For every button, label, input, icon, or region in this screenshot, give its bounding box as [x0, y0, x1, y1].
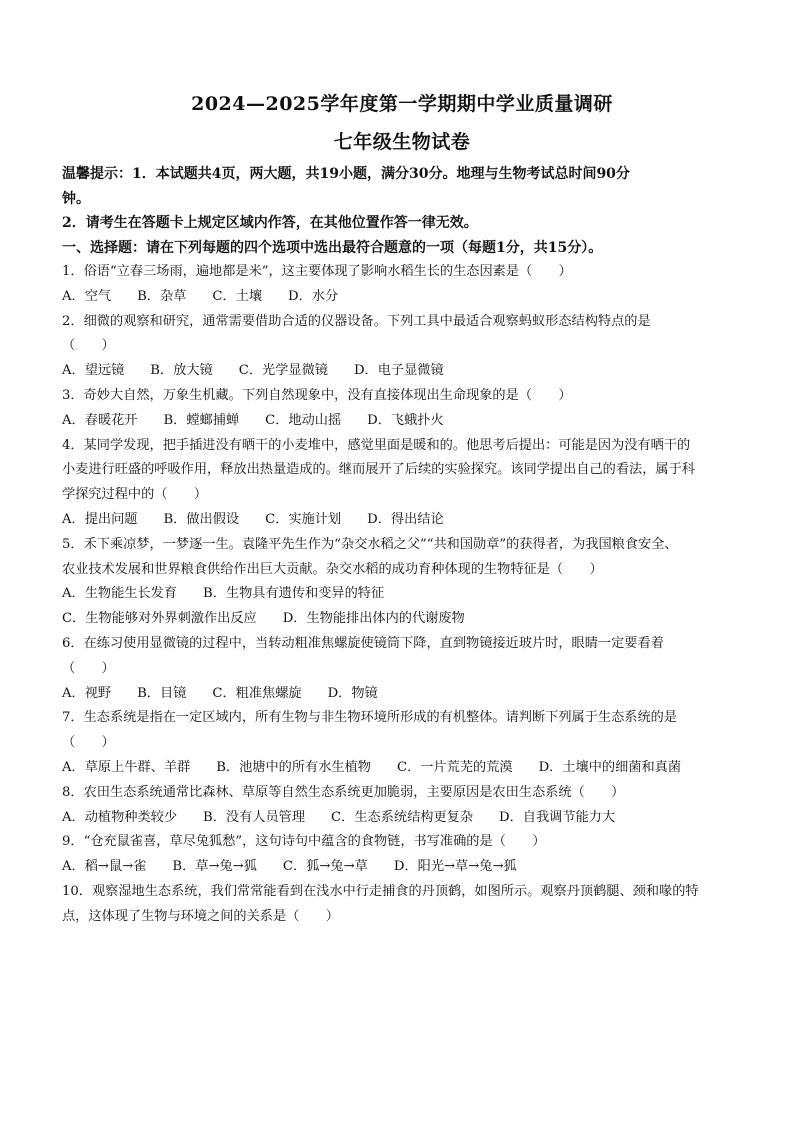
- question-item: [62, 632, 742, 706]
- question-item: [62, 533, 742, 632]
- question-item: [62, 434, 742, 533]
- answer-option[interactable]: A．生物能生长发育: [62, 586, 178, 602]
- answer-option[interactable]: C．土壤: [212, 288, 263, 304]
- answer-option[interactable]: D．水分: [288, 288, 339, 304]
- question-item: [62, 260, 742, 310]
- answer-option[interactable]: B．草→兔→狐: [172, 859, 257, 875]
- answer-option[interactable]: D．物镜: [327, 685, 378, 701]
- option-row: [62, 806, 742, 831]
- question-item: [62, 706, 742, 780]
- question-stem-line: 9．“仓充鼠雀喜，草尽兔狐愁”，这句诗句中蕴含的食物链，书写准确的是（ ）: [62, 834, 546, 850]
- answer-option[interactable]: B．杂草: [137, 288, 187, 304]
- answer-option[interactable]: C．生物能够对外界刺激作出反应: [62, 611, 257, 627]
- answer-option[interactable]: D．飞蛾扑火: [367, 412, 444, 428]
- answer-option[interactable]: A．提出问题: [62, 511, 138, 527]
- question-item: [62, 384, 742, 434]
- answer-option[interactable]: B．放大镜: [150, 363, 213, 379]
- question-item: [62, 781, 742, 831]
- answer-option[interactable]: A．望远镜: [62, 363, 125, 379]
- answer-option[interactable]: C．地动山摇: [265, 412, 342, 428]
- question-stem-line: （ ）: [62, 338, 115, 354]
- answer-option[interactable]: D．得出结论: [367, 511, 444, 527]
- question-stem-line: 8．农田生态系统通常比森林、草原等自然生态系统更加脆弱，主要原因是农田生态系统（ ）: [62, 784, 625, 800]
- question-stem-line: 小麦进行旺盛的呼吸作用，释放出热量造成的。继而展开了后续的实验探究。该同学提出自己的看法，属于科: [62, 462, 695, 478]
- exam-subtitle: 七年级生物试卷: [333, 131, 471, 153]
- question-stem-line: 10．观察湿地生态系统，我们常常能看到在浅水中行走捕食的丹顶鹤，如图所示。观察丹顶鹤腿、颈和喙的特: [62, 883, 699, 899]
- question-stem-line: 7．生态系统是指在一定区域内，所有生物与非生物环境所形成的有机整体。请判断下列属于生态系统的是: [62, 710, 678, 726]
- option-row: [62, 508, 742, 533]
- answer-option[interactable]: B．池塘中的所有水生植物: [216, 759, 371, 775]
- answer-option[interactable]: B．生物具有遗传和变异的特征: [203, 586, 385, 602]
- option-row: [62, 285, 742, 310]
- question-stem-line: 5．禾下乘凉梦，一梦逐一生。袁隆平先生作为“杂交水稻之父”“共和国勋章”的获得者，为我国粮食安全、: [62, 536, 678, 552]
- notice-block: [62, 162, 742, 236]
- notice-line-1: 温馨提示：1．本试题共4页，两大题，共19小题，满分30分。地理与生物考试总时间90分: [62, 166, 630, 182]
- option-row: [62, 682, 742, 707]
- section-heading: 一、选择题：请在下列每题的四个选项中选出最符合题意的一项（每题1分，共15分）。: [62, 239, 603, 256]
- question-stem-line: （ ）: [62, 660, 115, 676]
- answer-option[interactable]: C．狐→兔→草: [282, 859, 368, 875]
- question-item: [62, 880, 742, 930]
- notice-line-1-cont: 钟。: [62, 190, 90, 207]
- question-stem-line: 3．奇妙大自然，万象生机藏。下列自然现象中，没有直接体现出生命现象的是（ ）: [62, 387, 572, 403]
- question-stem-line: 2．细微的观察和研究，通常需要借助合适的仪器设备。下列工具中最适合观察蚂蚁形态结构特点的是: [62, 313, 651, 329]
- exam-title: 2024—2025学年度第一学期期中学业质量调研: [191, 93, 613, 115]
- answer-option[interactable]: C．一片荒芜的荒漠: [396, 759, 513, 775]
- answer-option[interactable]: D．生物能排出体内的代谢废物: [282, 611, 465, 627]
- answer-option[interactable]: A．动植物种类较少: [62, 809, 178, 825]
- option-row: [62, 607, 742, 632]
- answer-option[interactable]: B．目镜: [137, 685, 187, 701]
- option-row: [62, 855, 742, 880]
- answer-option[interactable]: C．实施计划: [265, 511, 342, 527]
- answer-option[interactable]: A．视野: [62, 685, 112, 701]
- question-stem-line: 4．某同学发现，把手插进没有晒干的小麦堆中，感觉里面是暖和的。他思考后提出：可能是因为没有晒干的: [62, 437, 691, 453]
- question-stem-line: 6．在练习使用显微镜的过程中，当转动粗准焦螺旋使镜筒下降，直到物镜接近玻片时，眼睛一定要看着: [62, 635, 664, 651]
- answer-option[interactable]: B．螳螂捕蝉: [163, 412, 240, 428]
- answer-option[interactable]: A．草原上牛群、羊群: [62, 759, 191, 775]
- question-item: [62, 310, 742, 384]
- answer-option[interactable]: B．做出假设: [163, 511, 240, 527]
- answer-option[interactable]: C．光学显微镜: [238, 363, 328, 379]
- question-stem-line: 学探究过程中的（ ）: [62, 487, 208, 503]
- option-row: [62, 756, 742, 781]
- answer-option[interactable]: C．粗准焦螺旋: [212, 685, 302, 701]
- answer-option[interactable]: B．没有人员管理: [203, 809, 306, 825]
- answer-option[interactable]: D．自我调节能力大: [499, 809, 616, 825]
- question-stem-line: （ ）: [62, 735, 115, 751]
- option-row: [62, 409, 742, 434]
- question-stem-line: 1．俗语“立春三场雨，遍地都是米”，这主要体现了影响水稻生长的生态因素是（ ）: [62, 264, 572, 279]
- answer-option[interactable]: A．空气: [62, 288, 112, 304]
- answer-option[interactable]: A．稻→鼠→雀: [62, 859, 147, 875]
- question-item: [62, 830, 742, 880]
- notice-line-2: 2．请考生在答题卡上规定区域内作答，在其他位置作答一律无效。: [62, 215, 478, 231]
- question-list: [62, 260, 742, 930]
- answer-option[interactable]: C．生态系统结构更复杂: [331, 809, 474, 825]
- option-row: [62, 582, 742, 607]
- question-stem-line: 点，这体现了生物与环境之间的关系是（ ）: [62, 908, 339, 924]
- answer-option[interactable]: A．春暖花开: [62, 412, 138, 428]
- answer-option[interactable]: D．电子显微镜: [353, 363, 444, 379]
- answer-option[interactable]: D．阳光→草→兔→狐: [393, 859, 517, 875]
- answer-option[interactable]: D．土壤中的细菌和真菌: [538, 759, 682, 775]
- option-row: [62, 359, 742, 384]
- question-stem-line: 农业技术发展和世界粮食供给作出巨大贡献。杂交水稻的成功育种体现的生物特征是（ ）: [62, 561, 603, 577]
